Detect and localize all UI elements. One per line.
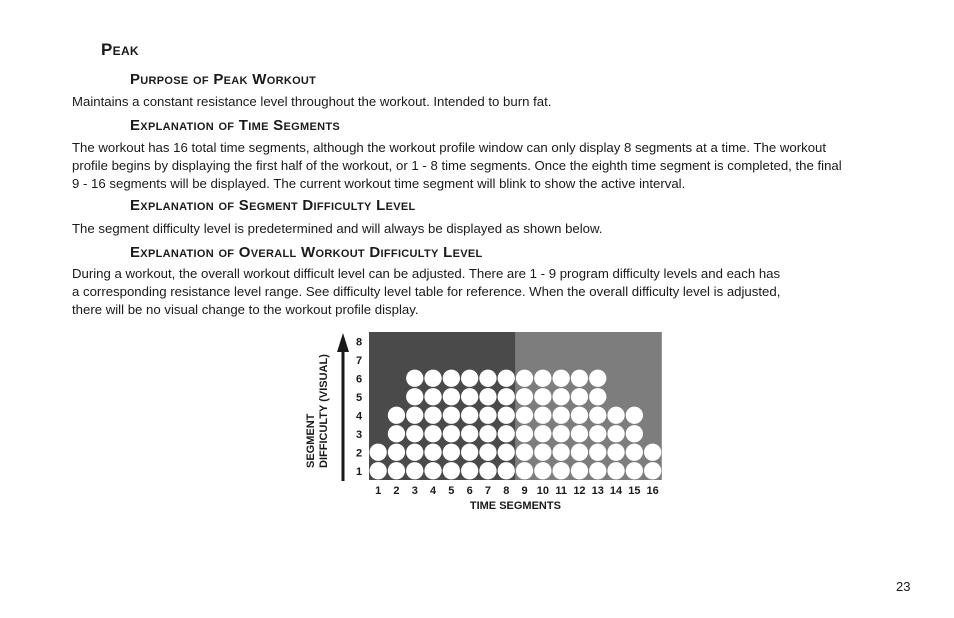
- dot-seg5-lvl5: [443, 388, 460, 405]
- x-tick-label: 4: [429, 485, 437, 497]
- dot-seg10-lvl2: [534, 444, 551, 461]
- text-line: 9 - 16 segments will be displayed. The current workout time segment will blink to show the active interval.: [72, 176, 686, 191]
- y-axis-label-line: DIFFICULTY (VISUAL): [318, 354, 330, 468]
- dot-seg5-lvl1: [443, 462, 460, 479]
- y-tick-label: 7: [355, 354, 363, 367]
- x-tick-label: 7: [484, 485, 492, 497]
- dot-seg4-lvl3: [424, 425, 441, 442]
- dot-seg2-lvl3: [388, 425, 405, 442]
- dot-seg4-lvl6: [424, 370, 441, 387]
- dot-seg2-lvl1: [388, 462, 405, 479]
- dot-seg8-lvl4: [498, 407, 515, 424]
- dot-seg9-lvl6: [516, 370, 533, 387]
- dot-seg5-lvl6: [443, 370, 460, 387]
- x-tick-label: 1: [375, 485, 382, 497]
- y-tick-label: 8: [355, 336, 363, 349]
- dot-seg6-lvl5: [461, 388, 478, 405]
- text-line: a corresponding resistance level range. See difficulty level table for reference. When the overall difficulty level is adjusted,: [72, 284, 781, 299]
- y-tick-label: 2: [355, 447, 363, 460]
- section-title-purpose: Purpose of Peak Workout: [130, 71, 317, 88]
- dot-seg8-lvl3: [498, 425, 515, 442]
- dot-seg13-lvl1: [589, 462, 606, 479]
- dot-seg7-lvl2: [479, 444, 496, 461]
- text-line: there will be no visual change to the workout profile display.: [72, 302, 419, 317]
- dot-seg14-lvl2: [607, 444, 624, 461]
- dot-seg11-lvl3: [553, 425, 570, 442]
- y-tick-label: 4: [355, 410, 363, 423]
- dot-seg7-lvl1: [479, 462, 496, 479]
- dot-seg12-lvl3: [571, 425, 588, 442]
- dot-seg10-lvl5: [534, 388, 551, 405]
- section-title-time-segments: Explanation of Time Segments: [130, 117, 340, 134]
- dot-seg12-lvl4: [571, 407, 588, 424]
- dot-seg8-lvl2: [498, 444, 515, 461]
- dot-seg4-lvl2: [424, 444, 441, 461]
- x-tick-label: 8: [503, 485, 510, 497]
- dot-seg5-lvl3: [443, 425, 460, 442]
- dot-seg7-lvl3: [479, 425, 496, 442]
- dot-seg14-lvl4: [607, 407, 624, 424]
- y-tick-label: 1: [355, 465, 363, 478]
- dot-seg12-lvl1: [571, 462, 588, 479]
- dot-seg4-lvl1: [424, 462, 441, 479]
- dot-seg4-lvl5: [424, 388, 441, 405]
- dot-seg6-lvl4: [461, 407, 478, 424]
- dot-seg15-lvl3: [626, 425, 643, 442]
- dot-seg7-lvl4: [479, 407, 496, 424]
- dot-seg9-lvl4: [516, 407, 533, 424]
- y-tick-label: 6: [355, 373, 363, 386]
- dot-seg11-lvl6: [553, 370, 570, 387]
- dot-seg11-lvl5: [553, 388, 570, 405]
- dot-seg10-lvl6: [534, 370, 551, 387]
- x-tick-label: 10: [536, 485, 549, 497]
- section-body-segment-difficulty: The segment difficulty level is predetermined and will always be displayed as shown below.: [72, 221, 603, 236]
- dot-seg15-lvl4: [626, 407, 643, 424]
- x-tick-label: 3: [411, 485, 418, 497]
- x-tick-label: 2: [393, 485, 400, 497]
- dot-seg10-lvl3: [534, 425, 551, 442]
- dot-seg10-lvl4: [534, 407, 551, 424]
- dot-seg15-lvl2: [626, 444, 643, 461]
- y-axis-label-line: SEGMENT: [305, 413, 317, 468]
- dot-seg5-lvl4: [443, 407, 460, 424]
- dot-seg3-lvl2: [406, 444, 423, 461]
- dot-seg3-lvl4: [406, 407, 423, 424]
- dot-seg8-lvl1: [498, 462, 515, 479]
- dot-seg16-lvl2: [644, 444, 661, 461]
- dot-seg16-lvl1: [644, 462, 661, 479]
- x-axis-label: TIME SEGMENTS: [469, 500, 561, 512]
- dot-seg3-lvl1: [406, 462, 423, 479]
- dot-seg2-lvl4: [388, 407, 405, 424]
- text-line: The workout has 16 total time segments, although the workout profile window can only display 8 segments at a time. The workout: [72, 140, 827, 155]
- dot-seg15-lvl1: [626, 462, 643, 479]
- x-tick-label: 11: [555, 485, 567, 497]
- dot-seg9-lvl3: [516, 425, 533, 442]
- x-tick-label: 5: [448, 485, 455, 497]
- x-tick-label: 15: [628, 485, 641, 497]
- dot-seg13-lvl6: [589, 370, 606, 387]
- dot-seg1-lvl1: [370, 462, 387, 479]
- dot-seg6-lvl2: [461, 444, 478, 461]
- dot-seg13-lvl5: [589, 388, 606, 405]
- dot-seg13-lvl2: [589, 444, 606, 461]
- dot-seg12-lvl2: [571, 444, 588, 461]
- dot-seg3-lvl3: [406, 425, 423, 442]
- page-number: 23: [896, 579, 911, 594]
- x-tick-label: 16: [646, 485, 659, 497]
- dot-seg13-lvl3: [589, 425, 606, 442]
- dot-seg7-lvl5: [479, 388, 496, 405]
- dot-seg8-lvl5: [498, 388, 515, 405]
- dot-seg11-lvl1: [553, 462, 570, 479]
- dot-seg9-lvl2: [516, 444, 533, 461]
- dot-seg6-lvl1: [461, 462, 478, 479]
- dot-seg12-lvl6: [571, 370, 588, 387]
- dot-seg4-lvl4: [424, 407, 441, 424]
- x-tick-label: 6: [466, 485, 473, 497]
- dot-seg3-lvl5: [406, 388, 423, 405]
- dot-seg11-lvl4: [553, 407, 570, 424]
- dot-seg1-lvl2: [370, 444, 387, 461]
- dot-seg10-lvl1: [534, 462, 551, 479]
- dot-seg12-lvl5: [571, 388, 588, 405]
- dot-seg5-lvl2: [443, 444, 460, 461]
- text-line: During a workout, the overall workout difficult level can be adjusted. There are 1 - 9 program difficulty levels and each has: [72, 266, 781, 281]
- dot-seg2-lvl2: [388, 444, 405, 461]
- section-body-purpose: Maintains a constant resistance level throughout the workout. Intended to burn fat.: [72, 94, 552, 109]
- dot-seg6-lvl3: [461, 425, 478, 442]
- dot-seg8-lvl6: [498, 370, 515, 387]
- dot-seg14-lvl1: [607, 462, 624, 479]
- x-tick-label: 13: [591, 485, 604, 497]
- dot-seg6-lvl6: [461, 370, 478, 387]
- dot-seg9-lvl5: [516, 388, 533, 405]
- dot-seg9-lvl1: [516, 462, 533, 479]
- dot-seg13-lvl4: [589, 407, 606, 424]
- dot-seg14-lvl3: [607, 425, 624, 442]
- x-tick-label: 12: [573, 485, 586, 497]
- section-title-overall-difficulty: Explanation of Overall Workout Difficulty Level: [130, 244, 483, 261]
- dot-seg3-lvl6: [406, 370, 423, 387]
- page-heading: Peak: [101, 40, 139, 59]
- x-tick-label: 9: [521, 485, 528, 497]
- x-tick-label: 14: [609, 485, 623, 497]
- text-line: profile begins by displaying the first half of the workout, or 1 - 8 time segments. Once the eighth time segment is completed, the final: [72, 158, 842, 173]
- y-axis-arrowhead: [337, 333, 349, 352]
- dot-seg7-lvl6: [479, 370, 496, 387]
- dot-seg11-lvl2: [553, 444, 570, 461]
- y-tick-label: 3: [355, 428, 363, 441]
- section-title-segment-difficulty: Explanation of Segment Difficulty Level: [130, 197, 416, 214]
- y-tick-label: 5: [355, 391, 363, 404]
